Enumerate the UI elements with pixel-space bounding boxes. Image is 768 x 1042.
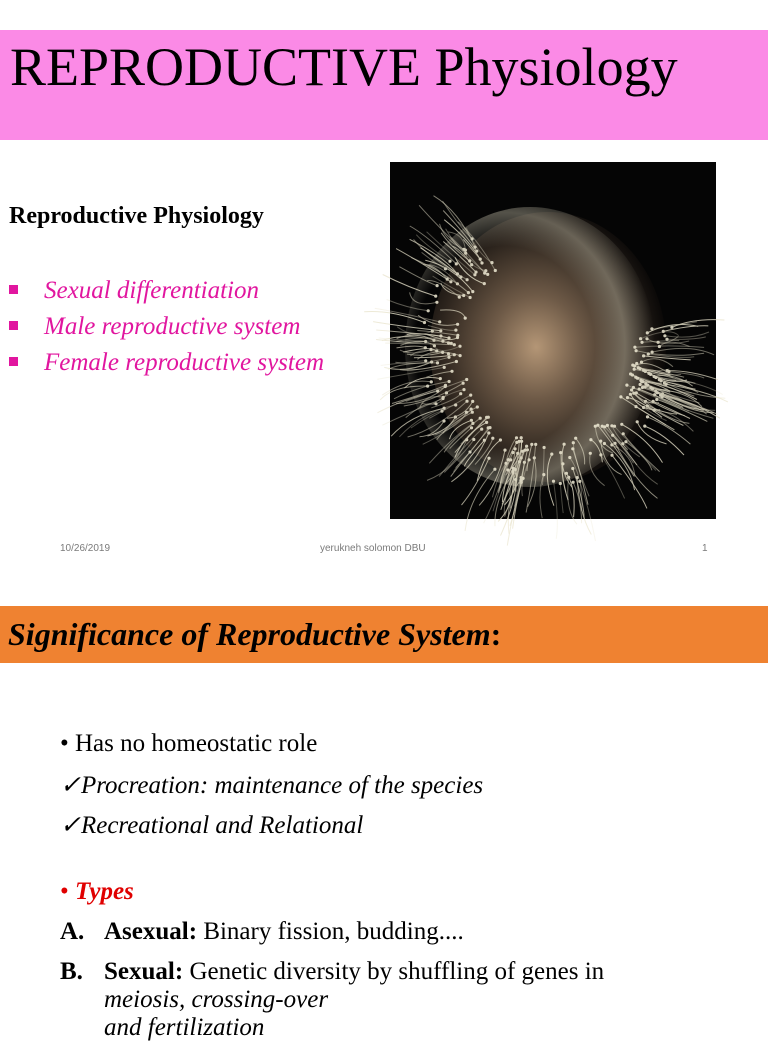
types-heading: • Types [60,878,134,905]
footer-date: 10/26/2019 [60,543,111,554]
homeostatic-line: • Has no homeostatic role [60,730,318,757]
asexual-line: A. Asexual: Binary fission, budding.... [60,918,464,945]
slide-title: REPRODUCTIVE Physiology [10,37,678,97]
fertilization-photo [390,162,716,519]
slide-title: Significance of Reproductive System: [8,616,502,652]
slide-2 [0,578,768,1041]
square-bullet-icon [9,321,18,330]
footer-page-number: 1 [702,543,708,554]
list-item: Sexual differentiation [9,276,324,312]
sexual-line-cont: and fertilization [104,1014,265,1041]
sexual-line-cont: meiosis, crossing-over [104,986,329,1013]
list-item: Female reproductive system [9,348,324,384]
sexual-line: B. Sexual: Genetic diversity by shuffling of genes in [60,958,605,985]
subheading: Reproductive Physiology [9,203,264,229]
list-item: Male reproductive system [9,312,324,348]
square-bullet-icon [9,357,18,366]
topic-list [9,276,324,384]
square-bullet-icon [9,285,18,294]
egg-with-sperm-illustration [390,162,716,519]
procreation-line: ✓Procreation: maintenance of the species [60,772,484,799]
recreational-line: ✓Recreational and Relational [60,812,364,839]
footer-author: yerukneh solomon DBU [320,543,426,554]
